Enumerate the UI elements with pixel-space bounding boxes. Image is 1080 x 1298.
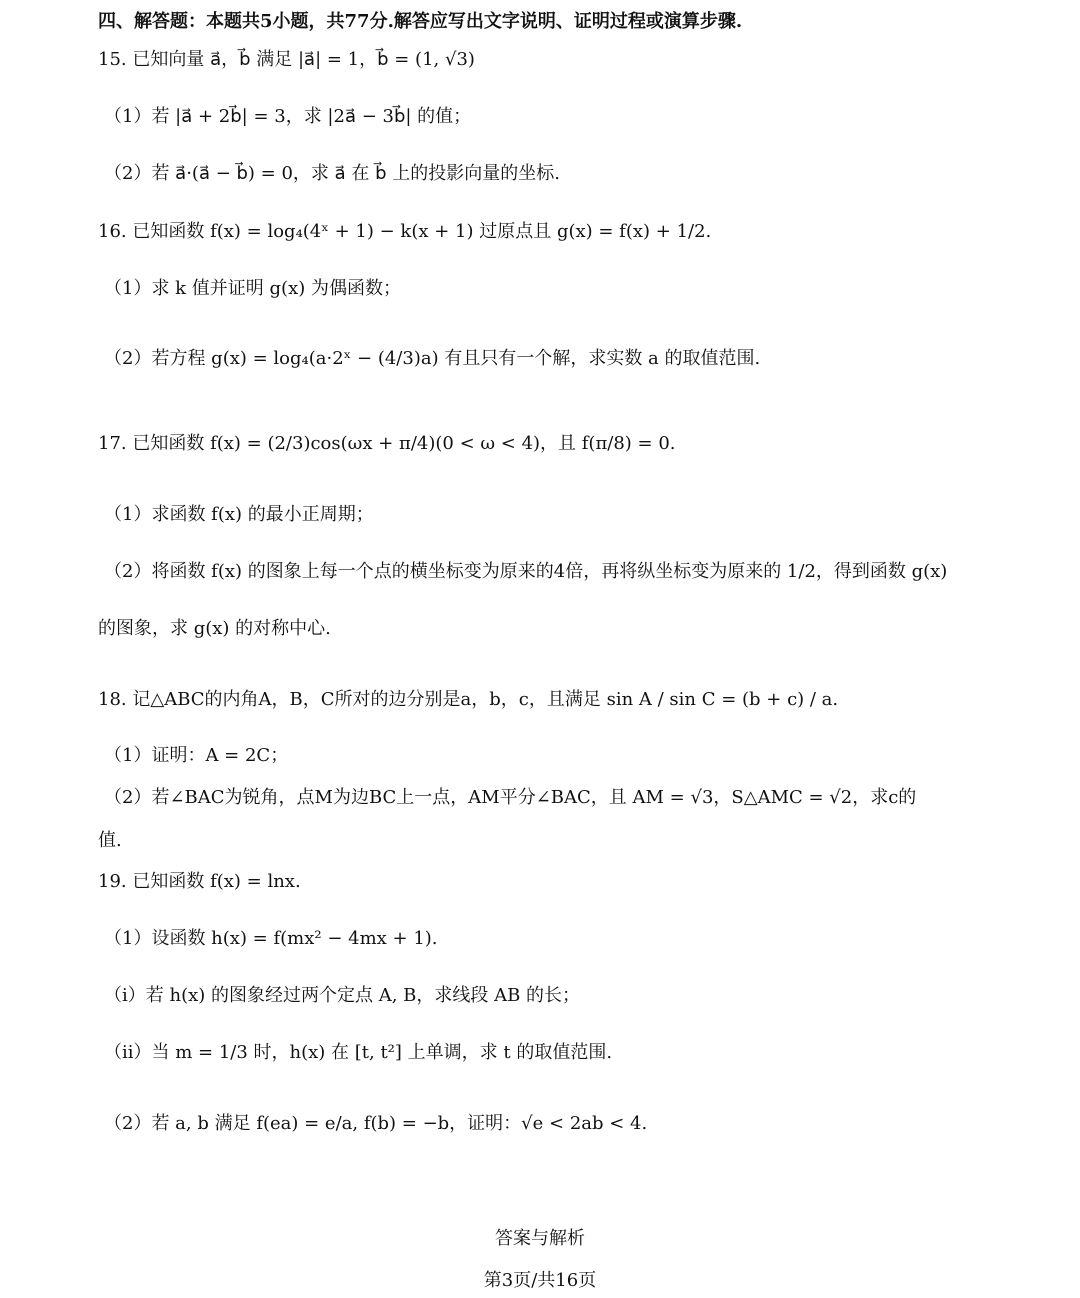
problem-16-stem: 16. 已知函数 f(x) = log₄(4ˣ + 1) − k(x + 1) 过原点且 g(x) = f(x) + 1/2. — [98, 221, 712, 242]
problem-15-q2: （2）若 a⃗·(a⃗ − b⃗) = 0，求 a⃗ 在 b⃗ 上的投影向量的坐标. — [104, 163, 560, 184]
problem-18-q2-line2: 值. — [98, 830, 122, 851]
problem-15-stem: 15. 已知向量 a⃗，b⃗ 满足 |a⃗| = 1，b⃗ = (1, √3) — [98, 49, 475, 70]
footer-label — [0, 1224, 1080, 1250]
problem-19-q1-i: （i）若 h(x) 的图象经过两个定点 A, B，求线段 AB 的长； — [104, 985, 581, 1006]
problem-17-q2-line2: 的图象，求 g(x) 的对称中心. — [98, 618, 331, 639]
problem-17-q1: （1）求函数 f(x) 的最小正周期； — [104, 504, 374, 525]
problem-19-stem: 19. 已知函数 f(x) = lnx. — [98, 871, 301, 892]
problem-18-q2-line1: （2）若∠BAC为锐角，点M为边BC上一点，AM平分∠BAC，且 AM = √3，S△AMC = √2，求c的 — [104, 787, 917, 808]
problem-16-q1: （1）求 k 值并证明 g(x) 为偶函数； — [104, 278, 401, 299]
problem-18-q1: （1）证明：A = 2C； — [104, 745, 289, 766]
footer-label-text: 答案与解析 — [495, 1228, 585, 1249]
problem-19-q1-ii: （ii）当 m = 1/3 时，h(x) 在 [t, t²] 上单调，求 t 的取值范围. — [104, 1042, 613, 1063]
section-title: 四、解答题：本题共5小题，共77分.解答应写出文字说明、证明过程或演算步骤. — [98, 11, 743, 32]
problem-18-stem: 18. 记△ABC的内角A，B，C所对的边分别是a，b，c，且满足 sin A / sin C = (b + c) / a. — [98, 689, 839, 710]
problem-17-stem: 17. 已知函数 f(x) = (2/3)cos(ωx + π/4)(0 < ω < 4)，且 f(π/8) = 0. — [98, 433, 676, 454]
page-number — [0, 1266, 1080, 1292]
problem-17-q2-line1: （2）将函数 f(x) 的图象上每一个点的横坐标变为原来的4倍，再将纵坐标变为原来的 1/2，得到函数 g(x) — [104, 561, 948, 582]
problem-19-q2: （2）若 a, b 满足 f(ea) = e/a, f(b) = −b，证明：√e < 2ab < 4. — [104, 1113, 648, 1134]
problem-15-q1: （1）若 |a⃗ + 2b⃗| = 3，求 |2a⃗ − 3b⃗| 的值； — [104, 106, 472, 127]
problem-16-q2: （2）若方程 g(x) = log₄(a·2ˣ − (4/3)a) 有且只有一个解，求实数 a 的取值范围. — [104, 348, 761, 369]
page-number-text: 第3页/共16页 — [483, 1270, 597, 1291]
problem-19-q1: （1）设函数 h(x) = f(mx² − 4mx + 1). — [104, 928, 438, 949]
